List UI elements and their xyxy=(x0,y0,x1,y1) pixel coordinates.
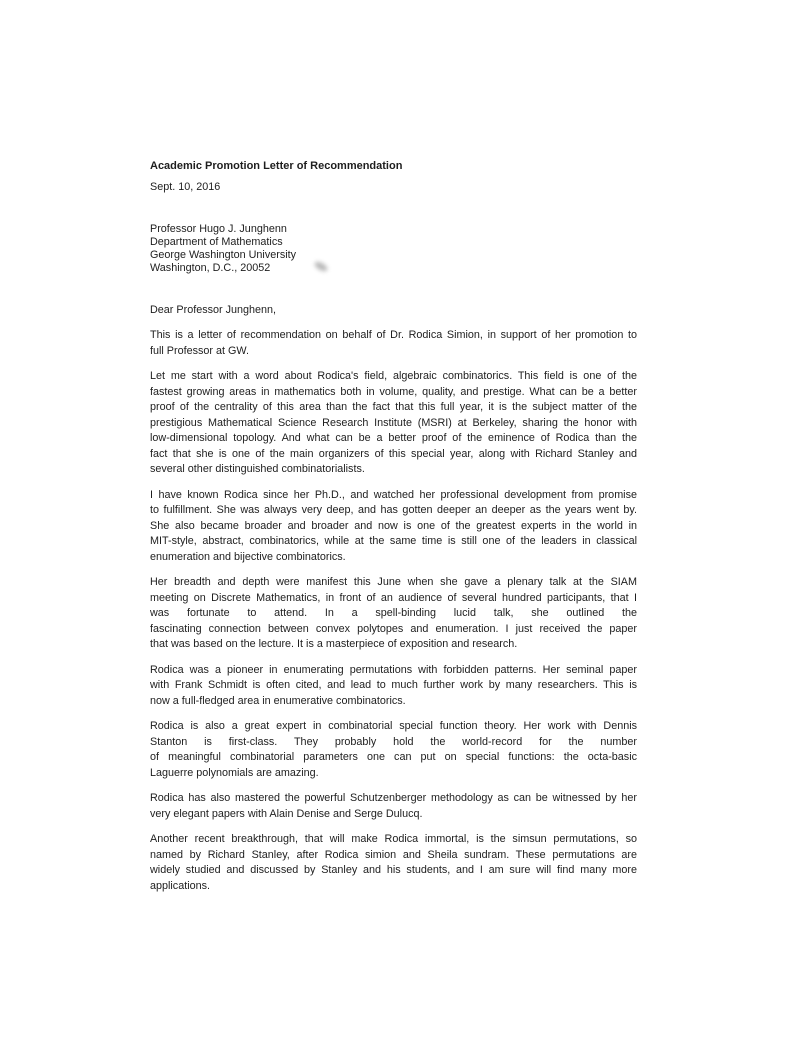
letter-page xyxy=(150,159,637,894)
paragraph-line: several other distinguished combinatorialists. xyxy=(150,463,365,475)
paragraph-line: fascinating connection between convex polytopes and enumeration. I just received the paper xyxy=(150,622,637,635)
paragraph-line: MIT-style, abstract, combinatorics, while at the same time is still one of the leaders in classical xyxy=(150,535,637,547)
paragraph xyxy=(150,663,637,710)
paragraph-line: now a full-fledged area in enumerative combinatorics. xyxy=(150,694,406,707)
paragraph-line: This is a letter of recommendation on behalf of Dr. Rodica Simion, in support of her promotion to xyxy=(150,329,637,341)
recipient-address xyxy=(150,223,637,275)
paragraph-line: widely studied and discussed by Stanley and his students, and I am sure will find many more xyxy=(150,864,637,876)
paragraph-line: applications. xyxy=(150,879,211,892)
paragraph-line: of meaningful combinatorial parameters one can put on special functions: the octa-basic xyxy=(150,751,637,763)
paragraph-line: named by Richard Stanley, after Rodica simion and Sheila sundram. These permutations are xyxy=(150,848,637,861)
paragraph-line: very elegant papers with Alain Denise and Serge Dulucq. xyxy=(150,807,423,820)
paragraph-line: to fulfillment. She was always very deep, and has gotten deeper an deeper as the years went by. xyxy=(150,504,637,516)
paragraph-line: Let me start with a word about Rodica's field, algebraic combinatorics. This field is one of the xyxy=(150,370,637,382)
paragraph xyxy=(150,575,637,653)
paragraph-line: enumeration and bijective combinatorics. xyxy=(150,550,346,563)
paragraph-line: I have known Rodica since her Ph.D., and watched her professional development from promise xyxy=(150,488,637,501)
paragraph xyxy=(150,719,637,781)
paragraph-line: proof of the centrality of this area than the fact that this full year, it is the subject matter of the xyxy=(150,401,637,413)
paragraph-line: Rodica is also a great expert in combinatorial special function theory. Her work with Dennis xyxy=(150,720,637,732)
paragraph xyxy=(150,832,637,894)
letter-body xyxy=(150,328,637,894)
letter-date: Sept. 10, 2016 xyxy=(150,181,221,193)
paragraph-line: low-dimensional topology. And what can be a better proof of the eminence of Rodica than the xyxy=(150,432,637,444)
paragraph-line: Another recent breakthrough, that will make Rodica immortal, is the simsun permutations, so xyxy=(150,833,637,845)
address-line: Washington, D.C., 20052 xyxy=(150,262,271,274)
paragraph-line: Stanton is first-class. They probably hold the world-record for the number xyxy=(150,735,637,748)
salutation: Dear Professor Junghenn, xyxy=(150,304,277,316)
paragraph-line: fastest growing areas in mathematics both in volume, quality, and prestige. What can be a better xyxy=(150,385,637,398)
address-line: Professor Hugo J. Junghenn xyxy=(150,223,287,235)
paragraph-line: Laguerre polynomials are amazing. xyxy=(150,766,319,779)
letter-title: Academic Promotion Letter of Recommendation xyxy=(150,160,403,172)
paragraph-line: Rodica has also mastered the powerful Schutzenberger methodology as can be witnessed by her xyxy=(150,792,637,804)
paragraph-line: Her breadth and depth were manifest this June when she gave a plenary talk at the SIAM xyxy=(150,576,637,588)
paragraph xyxy=(150,369,637,478)
paragraph-line: Rodica was a pioneer in enumerating permutations with forbidden patterns. Her seminal paper xyxy=(150,663,637,676)
paragraph-line: that was based on the lecture. It is a masterpiece of exposition and research. xyxy=(150,638,518,650)
paragraph xyxy=(150,488,637,566)
address-line: Department of Mathematics xyxy=(150,236,283,248)
paragraph xyxy=(150,791,637,822)
paragraph-line: full Professor at GW. xyxy=(150,344,250,357)
paragraph-line: meeting on Discrete Mathematics, in front of an audience of several hundred participants, that I xyxy=(150,591,637,604)
address-line: George Washington University xyxy=(150,249,297,261)
paragraph-line: with Frank Schmidt is often cited, and lead to much further work by many researchers. This is xyxy=(150,679,637,691)
paragraph-line: prestigious Mathematical Science Research Institute (MSRI) at Berkeley, sharing the honor with xyxy=(150,416,637,429)
paragraph-line: She also became broader and broader and now is one of the greatest experts in the world in xyxy=(150,519,637,532)
paragraph-line: was fortunate to attend. In a spell-binding lucid talk, she outlined the xyxy=(150,607,637,619)
paragraph xyxy=(150,328,637,359)
paragraph-line: fact that she is one of the main organizers of this special year, along with Richard Stanley and xyxy=(150,447,637,460)
